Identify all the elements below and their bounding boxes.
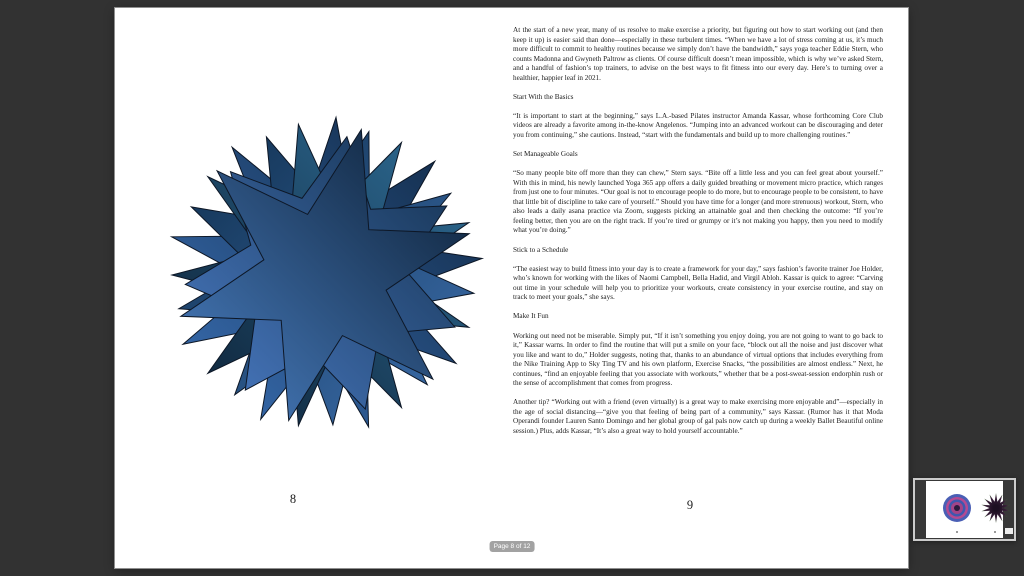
spiral-artwork-thumbnail — [942, 493, 972, 523]
article-text — [513, 26, 883, 446]
starburst-artwork — [165, 115, 485, 435]
paragraph: Working out need not be miserable. Simply put, “If it isn’t something you enjoy doing, you are not going to want to go back to it,” Kassar warns. In order to find the routine that will put a smile on your face, “block out all the noise and just discover what you like and want to do,” Holder suggests, noting that, thanks to an abundance of virtual options that includes everything from the Nike Training App to Sky Ting TV and his own platform, Exercise Snacks, “the possibilities are almost endless.” Next, he continues, “find an enjoyable feeling that you associate with workouts,” whether that be a post-sweat-session endorphin rush or the sense of accomplishment that comes from progress. — [513, 331, 883, 388]
dark-starburst-thumbnail — [980, 492, 1012, 524]
minimap-page-number-mark — [956, 531, 958, 533]
minimap-page-number-mark — [994, 531, 996, 533]
page-indicator-badge: Page 8 of 12 — [490, 541, 535, 552]
page-spread — [115, 8, 908, 568]
paragraph: At the start of a new year, many of us resolve to make exercise a priority, but figuring out how to start working out (and then keep it up) is easier said than done—especially in these turbulent times. “When we have a lot of stress coming at us, it’s much more difficult to commit to healthy routines because we simply don’t have the bandwidth,” says yoga teacher Eddie Stern, who counts Madonna and Gwyneth Paltrow as clients. Of course difficult doesn’t mean impossible, which is why we’ve asked Stern, and a handful of fashion’s top trainers, to advise on the best ways to fit fitness into our every day. Here’s to turning over a healthier, happier leaf in 2021. — [513, 26, 883, 82]
section-heading: Stick to a Schedule — [513, 245, 569, 254]
minimap-panel[interactable] — [913, 478, 1016, 541]
paragraph: “It is important to start at the beginning,” says L.A.-based Pilates instructor Amanda Kassar, whose forthcoming Core Club videos are already a favorite among in-the-know Angelenos. “Jumping into an advanced workout can be discouraging and deter you from continuing,” she cautions. Instead, “start with the fundamentals and build up to more challenging routines.” — [513, 111, 883, 140]
page-number-left: 8 — [289, 492, 297, 506]
section-heading: Make It Fun — [513, 312, 549, 321]
minimap-page-thumbnail — [926, 481, 1003, 538]
section-heading: Set Manageable Goals — [513, 150, 578, 159]
minimap-self-marker — [1005, 528, 1013, 534]
paragraph: “The easiest way to build fitness into your day is to create a framework for your day,” says fashion’s favorite trainer Joe Holder, who’s known for working with the likes of Naomi Campbell, Bella Hadid, and Virgil Abloh. Kassar is quick to agree: “Carving out time in your schedule will help you to prioritize your workouts, create consistency in your exercise routine, and stay on track to meet your goals,” she says. — [513, 264, 883, 302]
page-number-right: 9 — [686, 498, 694, 512]
paragraph: Another tip? “Working out with a friend (even virtually) is a great way to make exercising more enjoyable and”—especially in the age of social distancing—“give you that feeling of being part of a community,” says Kassar. (Rumor has it that Moda Operandi founder Lauren Santo Domingo and her global group of gal pals now catch up during a weekly Ballet Beautiful online session.) Plus, adds Kassar, “It’s also a great way to hold yourself accountable.” — [513, 398, 883, 435]
paragraph: “So many people bite off more than they can chew,” Stern says. “Bite off a little less and you can feel great about yourself.” With this in mind, his newly launched Yoga 365 app offers a daily guided breathing or movement micro practice, which ranges from just one to four minutes. “Our goal is not to encourage people to do more, but to encourage people to be consistent, to have that little bit of discipline to take care of yourself.” Should you have time for a longer (and more strenuous) workout, Stern, who also leads a daily asana practice via Zoom, suggests picking an attainable goal and then checking the outcome: “If you’re feeling better, then you are on the right track. If you’re tired or grumpy or it’s not making you happy, then you need to modify what you’re doing.” — [513, 169, 883, 235]
section-heading: Start With the Basics — [513, 92, 574, 101]
